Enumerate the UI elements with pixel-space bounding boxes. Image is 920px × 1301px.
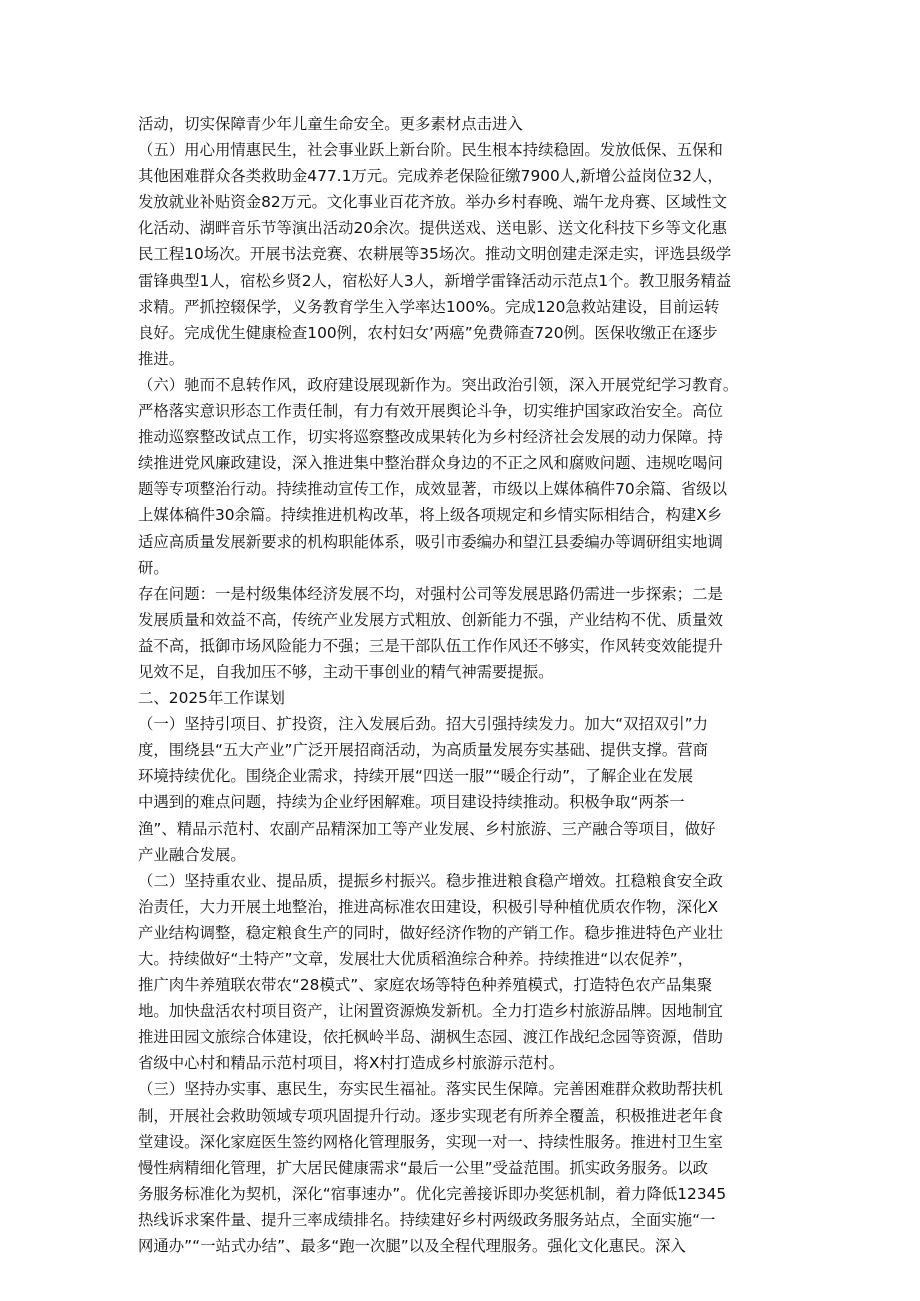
text-line: 二、2025年工作谋划 — [138, 689, 285, 708]
text-line: 发放就业补贴资金82万元。文化事业百花齐放。举办乡村春晚、端午龙舟赛、区域性文 — [138, 193, 728, 212]
text-line: 地。加快盘活农村项目资产，让闲置资源焕发新机。全力打造乡村旅游品牌。因地制宜 — [138, 1002, 723, 1021]
text-line: （六）驰而不息转作风，政府建设展现新作为。突出政治引领，深入开展党纪学习教育。 — [138, 375, 739, 394]
text-line: 产业融合发展。 — [138, 845, 246, 864]
document-page — [138, 111, 784, 1259]
text-line: 治责任，大力开展土地整治，推进高标准农田建设，积极引导种植优质农作物，深化X — [138, 897, 718, 916]
text-line: 研。 — [138, 558, 169, 577]
text-line: （三）坚持办实事、惠民生，夯实民生福祉。落实民生保障。完善困难群众救助帮扶机 — [138, 1080, 723, 1099]
text-line: 续推进党风廉政建设，深入推进集中整治群众身边的不正之风和腐败问题、违规吃喝问 — [138, 454, 723, 473]
text-line: 存在问题：一是村级集体经济发展不均，对强村公司等发展思路仍需进一步探索；二是 — [138, 584, 723, 603]
text-line: 省级中心村和精品示范村项目，将X村打造成乡村旅游示范村。 — [138, 1054, 565, 1073]
text-line: 题等专项整治行动。持续推动宣传工作，成效显著，市级以上媒体稿件70余篇、省级以 — [138, 480, 728, 499]
text-line: （二）坚持重农业、提品质，提振乡村振兴。稳步推进粮食稳产增效。扛稳粮食安全政 — [138, 871, 723, 890]
text-line: 推进。 — [138, 349, 185, 368]
text-line: 求精。严抓控辍保学，义务教育学生入学率达100%。完成120急救站建设，目前运转 — [138, 297, 720, 316]
text-line: 慢性病精细化管理，扩大居民健康需求“最后一公里”受益范围。抓实政务服务。以政 — [138, 1158, 709, 1177]
text-line: 适应高质量发展新要求的机构职能体系，吸引市委编办和望江县委编办等调研组实地调 — [138, 532, 723, 551]
text-line: 渔”、精品示范村、农副产品精深加工等产业发展、乡村旅游、三产融合等项目，做好 — [138, 819, 716, 838]
text-line: 推动巡察整改试点工作，切实将巡察整改成果转化为乡村经济社会发展的动力保障。持 — [138, 428, 723, 447]
text-line: 产业结构调整，稳定粮食生产的同时，做好经济作物的产销工作。稳步推进特色产业壮 — [138, 923, 723, 942]
text-line: 中遇到的难点问题，持续为企业纾困解难。项目建设持续推动。积极争取“两茶一 — [138, 793, 685, 812]
text-line: （一）坚持引项目、扩投资，注入发展后劲。招大引强持续发力。加大“双招双引”力 — [138, 715, 709, 734]
text-line: 良好。完成优生健康检查100例，农村妇女’两癌”免费筛查720例。医保收缴正在逐步 — [138, 323, 718, 342]
text-line: 上媒体稿件30余篇。持续推进机构改革，将上级各项规定和乡情实际相结合，构建X乡 — [138, 506, 723, 525]
text-line: 务服务标准化为契机，深化“宿事速办”。优化完善接诉即办奖惩机制，着力降低12345 — [138, 1184, 727, 1203]
text-line: 制，开展社会救助领域专项巩固提升行动。逐步实现老有所养全覆盖，积极推进老年食 — [138, 1106, 723, 1125]
text-line: 民工程10场次。开展书法竞赛、农耕展等35场次。推动文明创建走深走实，评选县级学 — [138, 245, 732, 264]
text-line: 网通办”“一站式办结”、最多“跑一次腿”以及全程代理服务。强化文化惠民。深入 — [138, 1237, 686, 1256]
text-line: 其他困难群众各类救助金477.1万元。完成养老保险征缴7900人,新增公益岗位32人， — [138, 167, 723, 186]
text-line: 大。持续做好“土特产”文章，发展壮大优质稻渔综合种养。持续推进“以农促养”， — [138, 950, 694, 968]
text-line: 严格落实意识形态工作责任制，有力有效开展舆论斗争，切实维护国家政治安全。高位 — [138, 402, 723, 421]
text-line: 度，围绕县“五大产业”广泛开展招商活动，为高质量发展夯实基础、提供支撑。营商 — [138, 741, 709, 760]
text-line: 推进田园文旅综合体建设，依托枫岭半岛、湖枫生态园、渡江作战纪念园等资源，借助 — [138, 1028, 723, 1047]
text-line: （五）用心用情惠民生，社会事业跃上新台阶。民生根本持续稳固。发放低保、五保和 — [138, 141, 723, 160]
text-line: 益不高，抵御市场风险能力不强；三是干部队伍工作作风还不够实，作风转变效能提升 — [138, 636, 723, 655]
text-line: 堂建设。深化家庭医生签约网格化管理服务，实现一对一、持续性服务。推进村卫生室 — [138, 1132, 723, 1151]
text-line: 环境持续优化。围绕企业需求，持续开展“四送一服”“暖企行动”，了解企业在发展 — [138, 767, 694, 786]
text-line: 发展质量和效益不高，传统产业发展方式粗放、创新能力不强，产业结构不优、质量效 — [138, 610, 723, 629]
text-line: 见效不足，自我加压不够，主动干事创业的精气神需要提振。 — [138, 662, 554, 681]
text-line: 活动，切实保障青少年儿童生命安全。更多素材点击进入 — [138, 115, 523, 133]
text-line: 雷锋典型1人，宿松乡贤2人，宿松好人3人，新增学雷锋活动示范点1个。教卫服务精益 — [138, 271, 732, 290]
text-line: 推广肉牛养殖联农带农“28模式”、家庭农场等特色种养殖模式，打造特色农产品集聚 — [138, 976, 713, 995]
text-line: 热线诉求案件量、提升三率成绩排名。持续建好乡村两级政务服务站点，全面实施“一 — [138, 1210, 716, 1229]
text-line: 化活动、湖畔音乐节等演出活动20余次。提供送戏、送电影、送文化科技下乡等文化惠 — [138, 219, 728, 238]
